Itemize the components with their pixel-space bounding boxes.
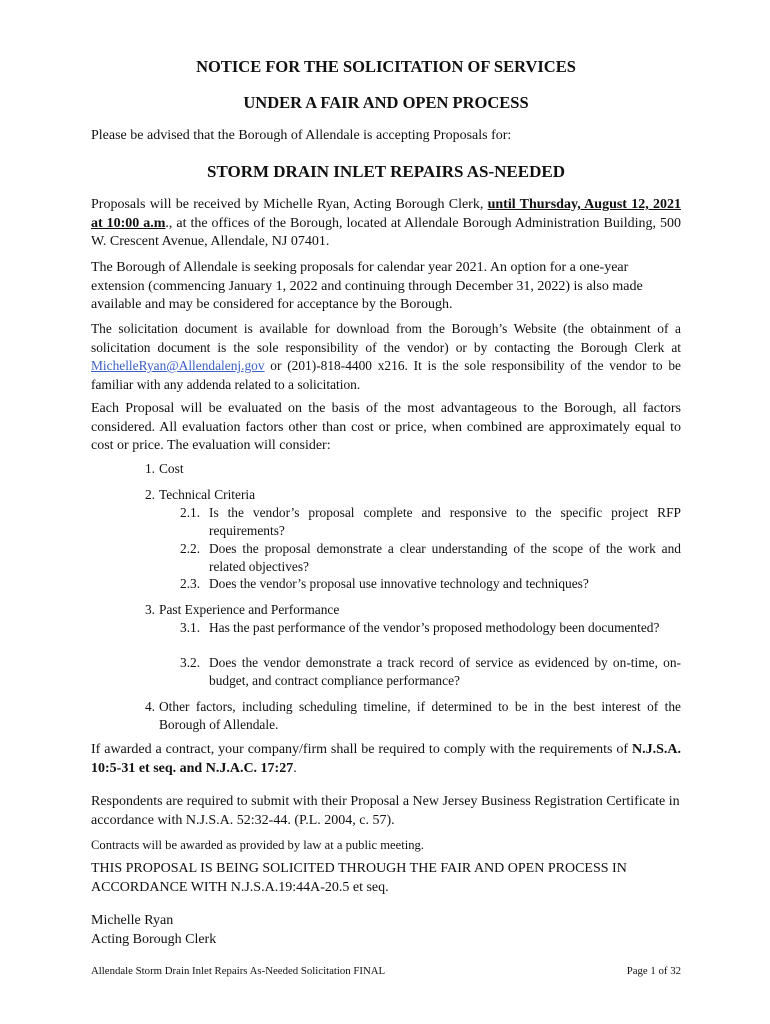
p1-text-a: Proposals will be received by Michelle Ryan, Acting Borough Clerk, [91, 197, 488, 212]
list-item-number: 1. [144, 461, 155, 476]
list-item-text: Cost [159, 461, 184, 476]
paragraph-registration: Respondents are required to submit with their Proposal a New Jersey Business Registration Certificate in accordance with N.J.S.A. 52:32-44. (P.L. 2004, c. 57). [91, 794, 680, 828]
subitem-text: Does the vendor demonstrate a track record of service as evidenced by on-time, on-budget, and contract compliance performance? [209, 655, 681, 688]
subitem-text: Does the vendor’s proposal use innovative technology and techniques? [209, 576, 589, 591]
list-item-text: Past Experience and Performance [159, 602, 340, 617]
p1-text-b: ., at the offices of the Borough, located at Allendale Borough Administration Building, 500 W. Crescent Avenue, Allendale, NJ 07401. [91, 215, 681, 249]
list-item-text: Technical Criteria [159, 487, 256, 502]
p5-text-b: . [293, 760, 297, 776]
p3-text-a: The solicitation document is available for download from the Borough’s Website (the obtainment of a solicitation document is the sole responsibility of the vendor) or by contacting the Borough Clerk at [91, 321, 681, 355]
list-item-number: 3. [144, 602, 155, 617]
subitem-text: Does the proposal demonstrate a clear understanding of the scope of the work and related objectives? [209, 541, 681, 574]
deadline-text: until Thursday, August 12, 2021 at 10:00 a.m [91, 197, 681, 231]
subitem-number: 3.1. [180, 620, 201, 635]
footer-page-number: Page 1 of 32 [626, 965, 681, 977]
signature-title: Acting Borough Clerk [91, 931, 217, 947]
notice-title-line2: UNDER A FAIR AND OPEN PROCESS [243, 93, 529, 112]
paragraph-fair-open: THIS PROPOSAL IS BEING SOLICITED THROUGH THE FAIR AND OPEN PROCESS IN ACCORDANCE WITH N.J.S.A.19:44A-20.5 et seq. [91, 861, 627, 895]
subitem-text: Has the past performance of the vendor’s proposed methodology been documented? [209, 620, 660, 635]
list-item-number: 2. [144, 487, 155, 502]
paragraph-proposals-received [91, 196, 681, 252]
footer-document-name: Allendale Storm Drain Inlet Repairs As-Needed Solicitation FINAL [91, 965, 386, 977]
paragraph-solicitation-document [91, 320, 681, 394]
list-item-number: 4. [144, 699, 155, 714]
signature-block [91, 912, 681, 949]
paragraph-evaluation: Each Proposal will be evaluated on the basis of the most advantageous to the Borough, all factors considered. All evaluation factors other than cost or price, when combined are approximately equal to cost or price. The evaluation will consider: [91, 401, 681, 453]
subitem-number: 2.2. [180, 541, 201, 556]
list-item-text: Other factors, including scheduling timeline, if determined to be in the best interest of the Borough of Allendale. [159, 699, 681, 732]
subitem-number: 2.3. [180, 576, 201, 591]
statute-reference: N.J.S.A. 10:5-31 et seq. and N.J.A.C. 17:27 [91, 742, 681, 776]
paragraph-calendar-year: The Borough of Allendale is seeking proposals for calendar year 2021. An option for a one-year extension (commencing January 1, 2022 and continuing through December 31, 2022) is also made available and may be considered for acceptance by the Borough. [91, 260, 643, 312]
subitem-number: 2.1. [180, 505, 201, 520]
clerk-email-link[interactable]: MichelleRyan@Allendalenj.gov [91, 358, 265, 373]
p3-text-b: or (201)-818-4400 x216. It is the sole responsibility of the vendor to be familiar with any addenda related to a solicitation. [91, 358, 681, 392]
signature-name: Michelle Ryan [91, 913, 174, 928]
paragraph-award: Contracts will be awarded as provided by law at a public meeting. [91, 838, 424, 852]
p5-text-a: If awarded a contract, your company/firm shall be required to comply with the requirements of [91, 742, 632, 757]
paragraph-compliance [91, 741, 681, 778]
project-title: STORM DRAIN INLET REPAIRS AS-NEEDED [206, 162, 566, 181]
subitem-number: 3.2. [180, 655, 201, 670]
intro-text: Please be advised that the Borough of Allendale is accepting Proposals for: [91, 128, 512, 143]
subitem-text: Is the vendor’s proposal complete and responsive to the specific project RFP requirements? [209, 505, 681, 538]
notice-title-line1: NOTICE FOR THE SOLICITATION OF SERVICES [196, 57, 576, 76]
